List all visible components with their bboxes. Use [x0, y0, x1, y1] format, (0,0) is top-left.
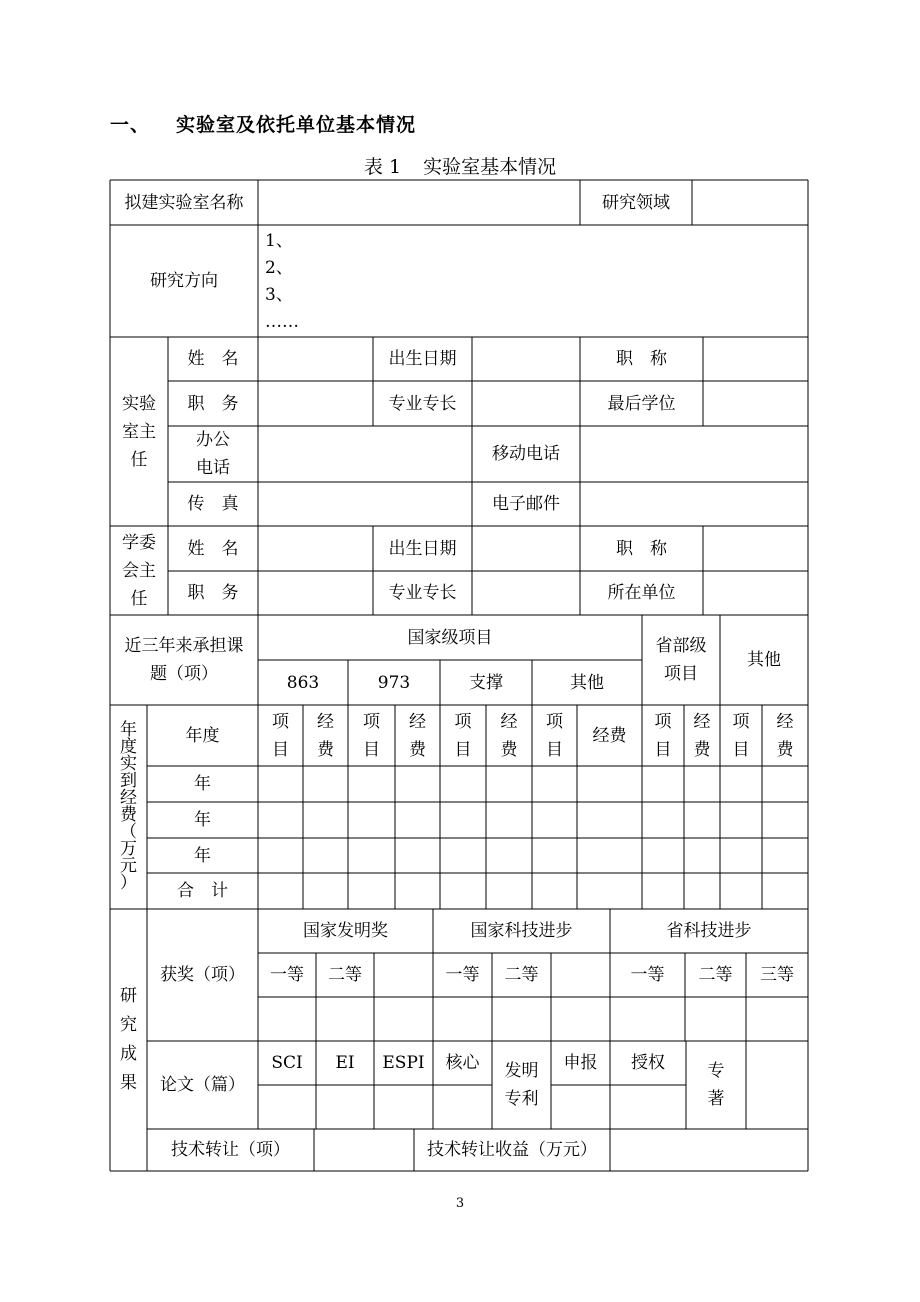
- funding-group-label: 年 度 实 到 经 费 （ 万 元 ）: [120, 720, 137, 893]
- funding-year-row-label: 年: [194, 810, 211, 830]
- first-class-label: 一等: [630, 965, 665, 985]
- funding-col-header: 经 费: [776, 711, 794, 760]
- second-class-label: 二等: [504, 965, 539, 985]
- third-class-label: 三等: [760, 965, 794, 985]
- funding-year-row-label: 年: [194, 774, 211, 794]
- awards-label: 获奖（项）: [160, 965, 245, 985]
- direction-item: 1、: [265, 231, 293, 251]
- patent-applied-label: 申报: [563, 1053, 598, 1073]
- funding-col-header: 经 费: [409, 711, 426, 760]
- committee-specialty-label: 专业专长: [388, 583, 457, 603]
- funding-col-header: 项 目: [272, 711, 289, 760]
- funding-col-header: 经 费: [693, 711, 711, 760]
- director-degree-label: 最后学位: [607, 393, 676, 414]
- director-fax-label: 传 真: [187, 494, 239, 514]
- second-class-label: 二等: [328, 965, 362, 985]
- second-class-label: 二等: [698, 965, 733, 985]
- funding-col-header: 经 费: [500, 711, 518, 760]
- funding-col-header: 项 目: [363, 711, 380, 760]
- provincial-sci-progress-label: 省科技进步: [666, 921, 752, 941]
- results-group-label: 研 究 成 果: [120, 986, 137, 1093]
- direction-item: 3、: [265, 285, 293, 305]
- papers-label: 论文（篇）: [160, 1075, 245, 1095]
- director-post-label: 职 务: [187, 393, 239, 414]
- direction-item: ……: [265, 312, 299, 332]
- funding-col-header: 经费: [592, 725, 627, 746]
- first-class-label: 一等: [270, 965, 304, 985]
- direction-item: 2、: [265, 258, 293, 278]
- director-title-label: 职 称: [616, 349, 667, 369]
- committee-unit-label: 所在单位: [607, 583, 676, 603]
- program-other-label: 其他: [570, 672, 604, 693]
- table-title: 实验室基本情况: [423, 156, 557, 178]
- sci-label: SCI: [271, 1053, 303, 1073]
- research-field-label: 研究领域: [602, 192, 670, 213]
- core-journal-label: 核心: [445, 1053, 480, 1073]
- funding-col-header: 项 目: [732, 711, 750, 760]
- patent-granted-label: 授权: [631, 1053, 665, 1073]
- program-support-label: 支撑: [469, 672, 503, 693]
- research-direction-label: 研究方向: [150, 271, 218, 291]
- committee-name-label: 姓 名: [187, 538, 239, 559]
- national-invention-award-label: 国家发明奖: [303, 921, 388, 941]
- lab-name-value[interactable]: [258, 180, 580, 225]
- program-863-label: 863: [286, 672, 320, 693]
- committee-post-label: 职 务: [187, 583, 239, 603]
- tech-transfer-income-label: 技术转让收益（万元）: [427, 1140, 597, 1160]
- director-group-label: 实验 室主 任: [122, 393, 156, 470]
- program-973-label: 973: [377, 672, 411, 693]
- national-sci-progress-label: 国家科技进步: [470, 921, 573, 941]
- director-birth-label: 出生日期: [388, 349, 457, 369]
- provincial-projects-label: 省部级 项目: [655, 636, 707, 684]
- lab-name-label: 拟建实验室名称: [124, 192, 244, 213]
- committee-group-label: 学委 会主 任: [122, 532, 156, 609]
- invention-patent-label: 发明 专利: [504, 1061, 539, 1109]
- first-class-label: 一等: [445, 965, 480, 985]
- national-projects-label: 国家级项目: [407, 627, 493, 648]
- funding-year-header: 年度: [185, 725, 220, 746]
- section-number: 一、: [110, 114, 151, 136]
- funding-col-header: 项 目: [654, 711, 672, 760]
- research-field-value[interactable]: [692, 180, 808, 225]
- director-name-label: 姓 名: [187, 349, 239, 369]
- ei-label: EI: [335, 1053, 355, 1073]
- projects-label: 近三年来承担课 题（项）: [124, 636, 244, 684]
- monograph-label: 专 著: [707, 1061, 725, 1109]
- tech-transfer-label: 技术转让（项）: [171, 1140, 290, 1160]
- funding-year-row-label: 年: [194, 845, 211, 866]
- committee-title-label: 职 称: [616, 538, 667, 559]
- section-title: 实验室及依托单位基本情况: [176, 114, 417, 136]
- director-specialty-label: 专业专长: [388, 393, 457, 414]
- director-office-phone-label: 办公 电话: [196, 430, 230, 478]
- table-number: 表 1: [363, 156, 402, 178]
- other-projects-label: 其他: [747, 650, 781, 670]
- funding-col-header: 经 费: [317, 711, 334, 760]
- page-number: 3: [455, 1196, 465, 1211]
- funding-total-label: 合 计: [177, 881, 228, 901]
- committee-birth-label: 出生日期: [388, 538, 457, 559]
- research-direction-list[interactable]: [265, 228, 299, 336]
- director-mobile-label: 移动电话: [492, 444, 560, 464]
- espi-label: ESPI: [382, 1053, 425, 1073]
- funding-col-header: 项 目: [454, 711, 472, 760]
- funding-col-header: 项 目: [546, 711, 563, 760]
- director-email-label: 电子邮件: [492, 494, 560, 514]
